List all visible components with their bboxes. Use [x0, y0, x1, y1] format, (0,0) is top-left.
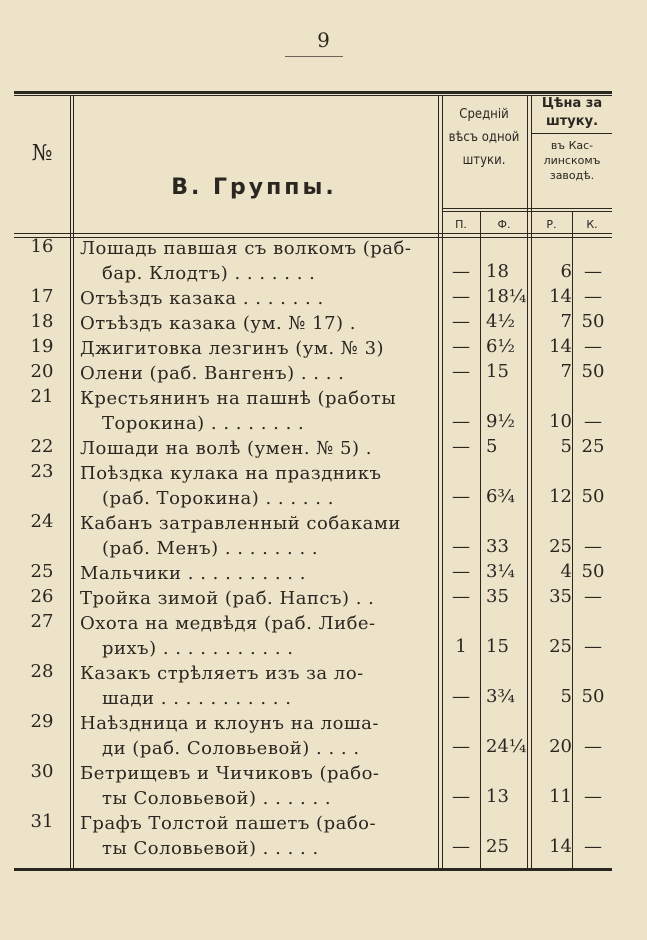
weight-poods: —	[452, 336, 470, 357]
weight-pounds: 4½	[486, 311, 515, 332]
description-line: бар. Клодтъ) . . . . . . .	[102, 263, 316, 284]
page-number: 9	[317, 28, 330, 52]
description-line: Торокина) . . . . . . . .	[102, 413, 305, 434]
header-place-line: заводѣ.	[549, 169, 595, 182]
table-row	[14, 286, 612, 311]
price-kopecks: —	[584, 536, 602, 557]
price-kopecks: —	[584, 261, 602, 282]
weight-poods: —	[452, 361, 470, 382]
header-place-line: линскомъ	[543, 154, 601, 167]
table-row	[14, 811, 612, 861]
price-kopecks: 50	[581, 686, 605, 707]
description-line: рихъ) . . . . . . . . . . .	[102, 638, 294, 659]
row-description	[80, 311, 438, 336]
header-weight-line: штуки.	[462, 153, 506, 168]
description-line: Казакъ стрѣляетъ изъ за ло-	[80, 663, 364, 684]
row-number: 24	[30, 511, 54, 532]
weight-pounds: 15	[486, 361, 509, 382]
header-price-line: штуку.	[545, 114, 599, 129]
price-kopecks: 25	[581, 436, 605, 457]
row-description	[80, 461, 438, 511]
row-number: 22	[30, 436, 54, 457]
weight-poods: —	[452, 686, 470, 707]
subheader-pounds: Ф.	[497, 218, 511, 231]
weight-poods: —	[452, 561, 470, 582]
price-kopecks: 50	[581, 361, 605, 382]
price-rubles: 7	[560, 311, 572, 332]
row-number: 21	[30, 386, 54, 407]
description-line: ди (раб. Соловьевой) . . . .	[102, 738, 360, 759]
weight-poods: —	[452, 311, 470, 332]
description-line: ты Соловьевой) . . . . . .	[102, 788, 332, 809]
description-line: Отъѣздъ казака . . . . . . .	[80, 288, 324, 309]
weight-pounds: 25	[486, 836, 509, 857]
price-rubles: 11	[549, 786, 572, 807]
price-rubles: 4	[560, 561, 572, 582]
weight-pounds: 13	[486, 786, 509, 807]
table-row	[14, 561, 612, 586]
description-line: Кабанъ затравленный собаками	[80, 513, 401, 534]
table-bottom-rule	[14, 868, 612, 871]
table-row	[14, 711, 612, 761]
description-line: Мальчики . . . . . . . . . .	[80, 563, 306, 584]
header-place	[532, 138, 612, 183]
price-rubles: 25	[549, 636, 572, 657]
description-line: (раб. Менъ) . . . . . . . .	[102, 538, 319, 559]
weight-pounds: 6¾	[486, 486, 515, 507]
description-line: шади . . . . . . . . . . .	[102, 688, 292, 709]
table-top-rule-inner	[14, 95, 612, 96]
row-number: 30	[30, 761, 54, 782]
header-bottom-rule	[14, 233, 612, 234]
description-line: Отъѣздъ казака (ум. № 17) .	[80, 313, 357, 334]
row-description	[80, 761, 438, 811]
table-row	[14, 461, 612, 511]
price-kopecks: —	[584, 836, 602, 857]
subheader-kopecks: К.	[586, 218, 598, 231]
row-number: 27	[30, 611, 54, 632]
row-number: 20	[30, 361, 54, 382]
header-price	[532, 95, 612, 131]
price-kopecks: —	[584, 636, 602, 657]
row-number: 26	[30, 586, 54, 607]
weight-pounds: 18	[486, 261, 509, 282]
row-number: 31	[30, 811, 54, 832]
price-rubles: 10	[549, 411, 572, 432]
description-line: (раб. Торокина) . . . . . .	[102, 488, 334, 509]
price-rubles: 5	[560, 686, 572, 707]
row-number: 29	[30, 711, 54, 732]
table-row	[14, 511, 612, 561]
row-description	[80, 361, 438, 386]
row-description	[80, 586, 438, 611]
subheader-poods: П.	[455, 218, 467, 231]
row-number: 23	[30, 461, 54, 482]
row-number: 16	[30, 236, 54, 257]
description-line: Тройка зимой (раб. Напсъ) . .	[80, 588, 375, 609]
price-rubles: 14	[549, 286, 572, 307]
weight-pounds: 9½	[486, 411, 515, 432]
row-description	[80, 336, 438, 361]
table-row	[14, 586, 612, 611]
weight-pounds: 15	[486, 636, 509, 657]
description-line: Лошадь павшая съ волкомъ (раб-	[80, 238, 412, 259]
row-description	[80, 561, 438, 586]
weight-poods: —	[452, 736, 470, 757]
row-description	[80, 286, 438, 311]
price-kopecks: —	[584, 411, 602, 432]
row-number: 28	[30, 661, 54, 682]
price-rubles: 20	[549, 736, 572, 757]
row-description	[80, 236, 438, 286]
price-rubles: 5	[560, 436, 572, 457]
weight-pounds: 33	[486, 536, 509, 557]
weight-poods: —	[452, 411, 470, 432]
table-row	[14, 311, 612, 336]
row-number: 18	[30, 311, 54, 332]
table-row	[14, 361, 612, 386]
price-kopecks: —	[584, 286, 602, 307]
price-rubles: 14	[549, 836, 572, 857]
table-row	[14, 436, 612, 461]
price-kopecks: —	[584, 786, 602, 807]
weight-poods: —	[452, 786, 470, 807]
header-weight	[442, 103, 526, 172]
header-price-line: Цѣна за	[541, 96, 603, 111]
header-weight-line: вѣсъ одной	[448, 130, 520, 145]
weight-pounds: 18¼	[486, 286, 527, 307]
row-description	[80, 711, 438, 761]
page-number-rule	[285, 56, 343, 57]
subheader-rubles: Р.	[546, 218, 557, 231]
weight-poods: —	[452, 486, 470, 507]
description-line: Поѣздка кулака на праздникъ	[80, 463, 382, 484]
table-row	[14, 611, 612, 661]
price-rubles: 12	[549, 486, 572, 507]
price-kopecks: 50	[581, 486, 605, 507]
header-number-sign: №	[31, 141, 53, 166]
weight-pounds: 24¼	[486, 736, 527, 757]
price-kopecks: —	[584, 336, 602, 357]
description-line: Графъ Толстой пашетъ (рабо-	[80, 813, 377, 834]
price-rubles: 25	[549, 536, 572, 557]
row-description	[80, 436, 438, 461]
table-row	[14, 236, 612, 286]
price-rubles: 7	[560, 361, 572, 382]
weight-poods: —	[452, 286, 470, 307]
price-table	[14, 91, 612, 871]
header-weight-line: Средній	[459, 107, 509, 122]
row-description	[80, 386, 438, 436]
weight-pounds: 6½	[486, 336, 515, 357]
weight-pounds: 5	[486, 436, 498, 457]
description-line: Джигитовка лезгинъ (ум. № 3)	[80, 338, 385, 359]
row-number: 25	[30, 561, 54, 582]
price-kopecks: —	[584, 586, 602, 607]
price-kopecks: —	[584, 736, 602, 757]
table-row	[14, 336, 612, 361]
row-description	[80, 661, 438, 711]
description-line: Крестьянинъ на пашнѣ (работы	[80, 388, 397, 409]
row-number: 17	[30, 286, 54, 307]
row-description	[80, 611, 438, 661]
weight-poods: —	[452, 586, 470, 607]
table-row	[14, 386, 612, 436]
price-kopecks: 50	[581, 311, 605, 332]
price-rubles: 6	[560, 261, 572, 282]
section-title: В. Группы.	[171, 175, 337, 200]
price-kopecks: 50	[581, 561, 605, 582]
table-top-rule	[14, 91, 612, 94]
weight-pounds: 3¼	[486, 561, 515, 582]
weight-poods: —	[452, 261, 470, 282]
weight-poods: —	[452, 436, 470, 457]
weight-pounds: 3¾	[486, 686, 515, 707]
description-line: Охота на медвѣдя (раб. Либе-	[80, 613, 376, 634]
weight-poods: —	[452, 836, 470, 857]
description-line: Лошади на волѣ (умен. № 5) .	[80, 438, 372, 459]
description-line: Бетрищевъ и Чичиковъ (рабо-	[80, 763, 380, 784]
description-line: Олени (раб. Вангенъ) . . . .	[80, 363, 345, 384]
row-number: 19	[30, 336, 54, 357]
weight-poods: —	[452, 536, 470, 557]
table-row	[14, 761, 612, 811]
price-rubles: 14	[549, 336, 572, 357]
row-description	[80, 511, 438, 561]
weight-poods: 1	[455, 636, 467, 657]
description-line: ты Соловьевой) . . . . .	[102, 838, 319, 859]
table-row	[14, 661, 612, 711]
description-line: Наѣздница и клоунъ на лоша-	[80, 713, 379, 734]
header-place-line: въ Кас-	[550, 139, 594, 152]
weight-pounds: 35	[486, 586, 509, 607]
price-rubles: 35	[549, 586, 572, 607]
price-header-rule	[531, 133, 612, 134]
row-description	[80, 811, 438, 861]
